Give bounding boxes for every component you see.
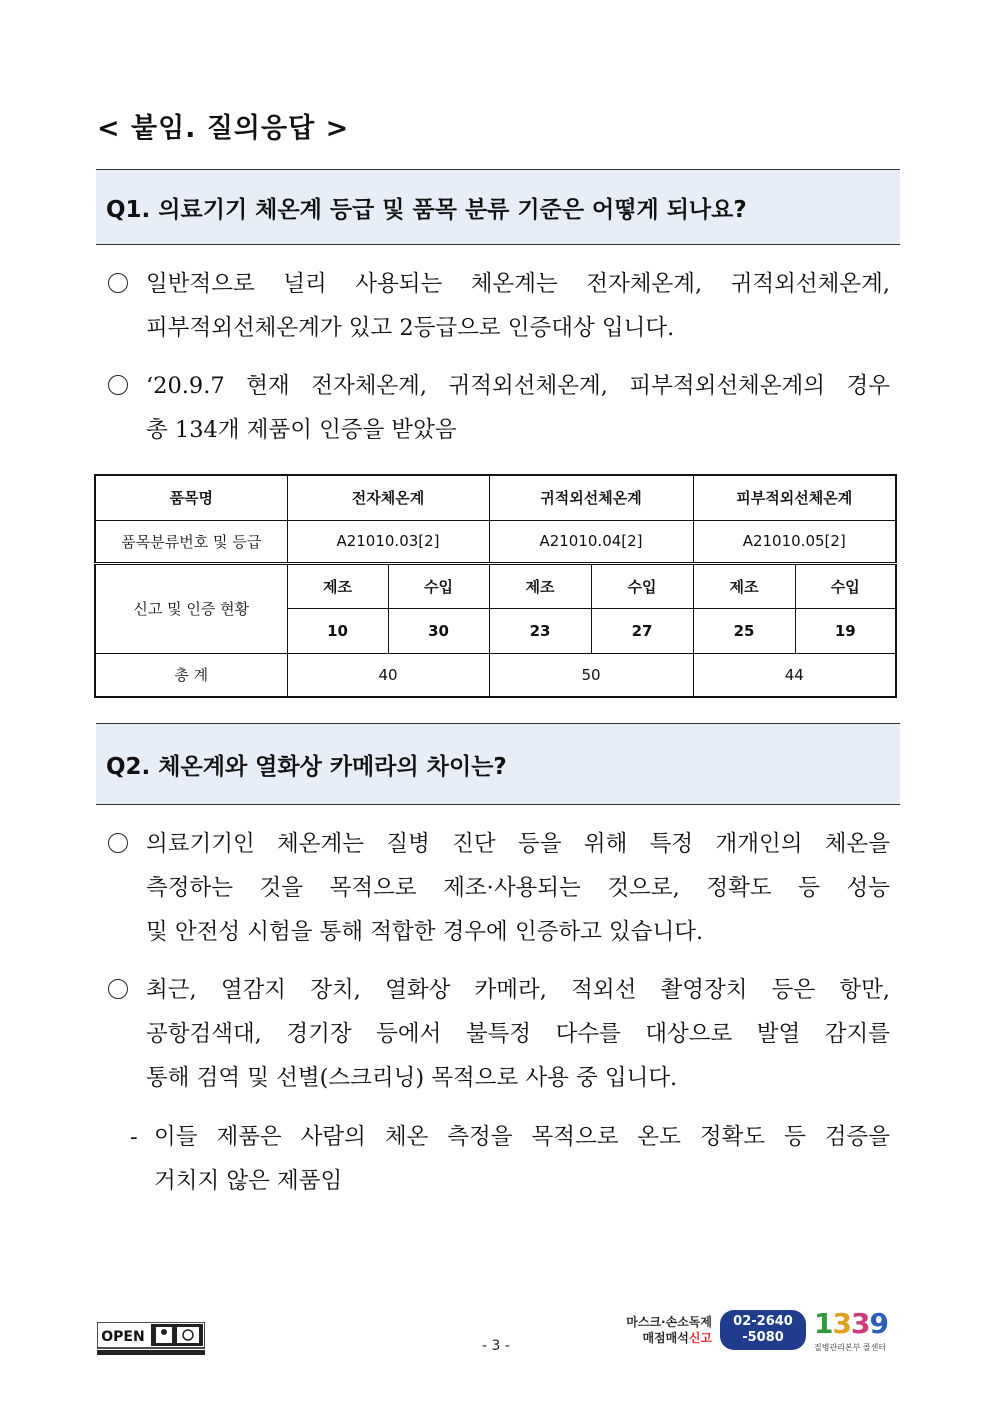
kcdc-1339-logo: [814, 1308, 900, 1358]
table-header-row: [95, 475, 896, 520]
report-line-2b: 신고: [688, 1331, 712, 1345]
table-header-electronic: 전자체온계: [287, 475, 489, 520]
table-sub-mfg: 제조: [693, 563, 795, 608]
phone-badge: [720, 1310, 806, 1350]
page-heading: < 붙임. 질의응답 >: [97, 113, 350, 144]
report-line-2a: 매점매석: [642, 1331, 689, 1345]
q2-answer-3: [130, 1115, 890, 1203]
table-sub-mfg: 제조: [287, 563, 388, 608]
circle-bullet-icon: [108, 375, 128, 395]
table-value: 23: [489, 608, 591, 653]
q2-question: Q2. 체온계와 열화상 카메라의 차이는?: [106, 753, 507, 780]
thermometer-table: [94, 474, 897, 698]
circle-bullet-icon: [108, 979, 128, 999]
q2-answer-3-line-2: 거치지 않은 제품임: [154, 1168, 343, 1194]
q2-answer-1-line-2: 측정하는 것을 목적으로 제조·사용되는 것으로, 정확도 등 성능: [146, 875, 890, 901]
q2-answer-2-line-3: 통해 검역 및 선별(스크리닝) 목적으로 사용 중 입니다.: [146, 1065, 678, 1091]
q1-answer-1: [108, 262, 890, 350]
q1-question-box: [96, 169, 900, 245]
table-class-skin: A21010.05[2]: [693, 520, 896, 563]
table-value: 25: [693, 608, 795, 653]
table-sub-imp: 수입: [591, 563, 693, 608]
q2-answer-2: [108, 968, 890, 1100]
phone-line-1: 02-2640: [733, 1314, 793, 1329]
circle-bullet-icon: [108, 273, 128, 293]
table-class-electronic: A21010.03[2]: [287, 520, 489, 563]
report-banner: [620, 1310, 800, 1354]
table-header-ear: 귀적외선체온계: [489, 475, 693, 520]
logo-digit: 9: [869, 1307, 888, 1340]
logo-digit: 1: [814, 1307, 833, 1340]
q2-answer-1-line-3: 및 안전성 시험을 통해 적합한 경우에 인증하고 있습니다.: [146, 919, 704, 945]
dash-bullet: -: [130, 1124, 138, 1150]
table-value: 30: [388, 608, 489, 653]
logo-digit: 3: [850, 1307, 870, 1340]
table-sub-imp: 수입: [795, 563, 896, 608]
table-value: 19: [795, 608, 896, 653]
logo-digit: 3: [832, 1307, 851, 1340]
q2-answer-2-line-2: 공항검색대, 경기장 등에서 불특정 다수를 대상으로 발열 감지를: [146, 1021, 890, 1047]
q1-question: Q1. 의료기기 체온계 등급 및 품목 분류 기준은 어떻게 되나요?: [106, 196, 747, 223]
table-class-label: 품목분류번호 및 등급: [95, 520, 287, 563]
table-total-electronic: 40: [287, 653, 489, 697]
q2-question-box: [96, 723, 900, 805]
report-text: [620, 1314, 712, 1346]
table-class-ear: A21010.04[2]: [489, 520, 693, 563]
q2-answer-1-line-1: 의료기기인 체온계는 질병 진단 등을 위해 특정 개개인의 체온을: [146, 831, 890, 857]
table-header-item: 품목명: [95, 475, 287, 520]
table-value: 27: [591, 608, 693, 653]
table-total-ear: 50: [489, 653, 693, 697]
table-sub-imp: 수입: [388, 563, 489, 608]
table-row-class: [95, 520, 896, 563]
table-sub-mfg: 제조: [489, 563, 591, 608]
logo-sub: 질병관리본부 콜센터: [814, 1343, 887, 1352]
table-total-skin: 44: [693, 653, 896, 697]
phone-line-2: -5080: [742, 1330, 784, 1345]
open-label: OPEN: [101, 1329, 145, 1345]
table-value: 10: [287, 608, 388, 653]
page-number: - 3 -: [482, 1338, 510, 1354]
table-row-status-sub: [95, 563, 896, 608]
q1-answer-1-line-1: 일반적으로 널리 사용되는 체온계는 전자체온계, 귀적외선체온계,: [146, 271, 890, 297]
logo-digits: [814, 1308, 900, 1340]
q2-answer-3-line-1: 이들 제품은 사람의 체온 측정을 목적으로 온도 정확도 등 검증을: [154, 1124, 890, 1150]
table-row-total: [95, 653, 896, 697]
table-status-label: 신고 및 인증 현황: [95, 563, 287, 653]
table-header-skin: 피부적외선체온계: [693, 475, 896, 520]
circle-bullet-icon: [108, 833, 128, 853]
q1-answer-2-line-2: 총 134개 제품이 인증을 받았음: [146, 417, 457, 443]
q2-answer-1: [108, 822, 890, 954]
report-line-1: 마스크·손소독제: [626, 1315, 712, 1329]
q2-answer-2-line-1: 최근, 열감지 장치, 열화상 카메라, 적외선 촬영장치 등은 항만,: [146, 977, 890, 1003]
q1-answer-2: [108, 364, 890, 452]
q1-answer-1-line-2: 피부적외선체온계가 있고 2등급으로 인증대상 입니다.: [146, 315, 675, 341]
q1-answer-2-line-1: ‘20.9.7 현재 전자체온계, 귀적외선체온계, 피부적외선체온계의 경우: [146, 373, 890, 399]
table-total-label: 총 계: [95, 653, 287, 697]
